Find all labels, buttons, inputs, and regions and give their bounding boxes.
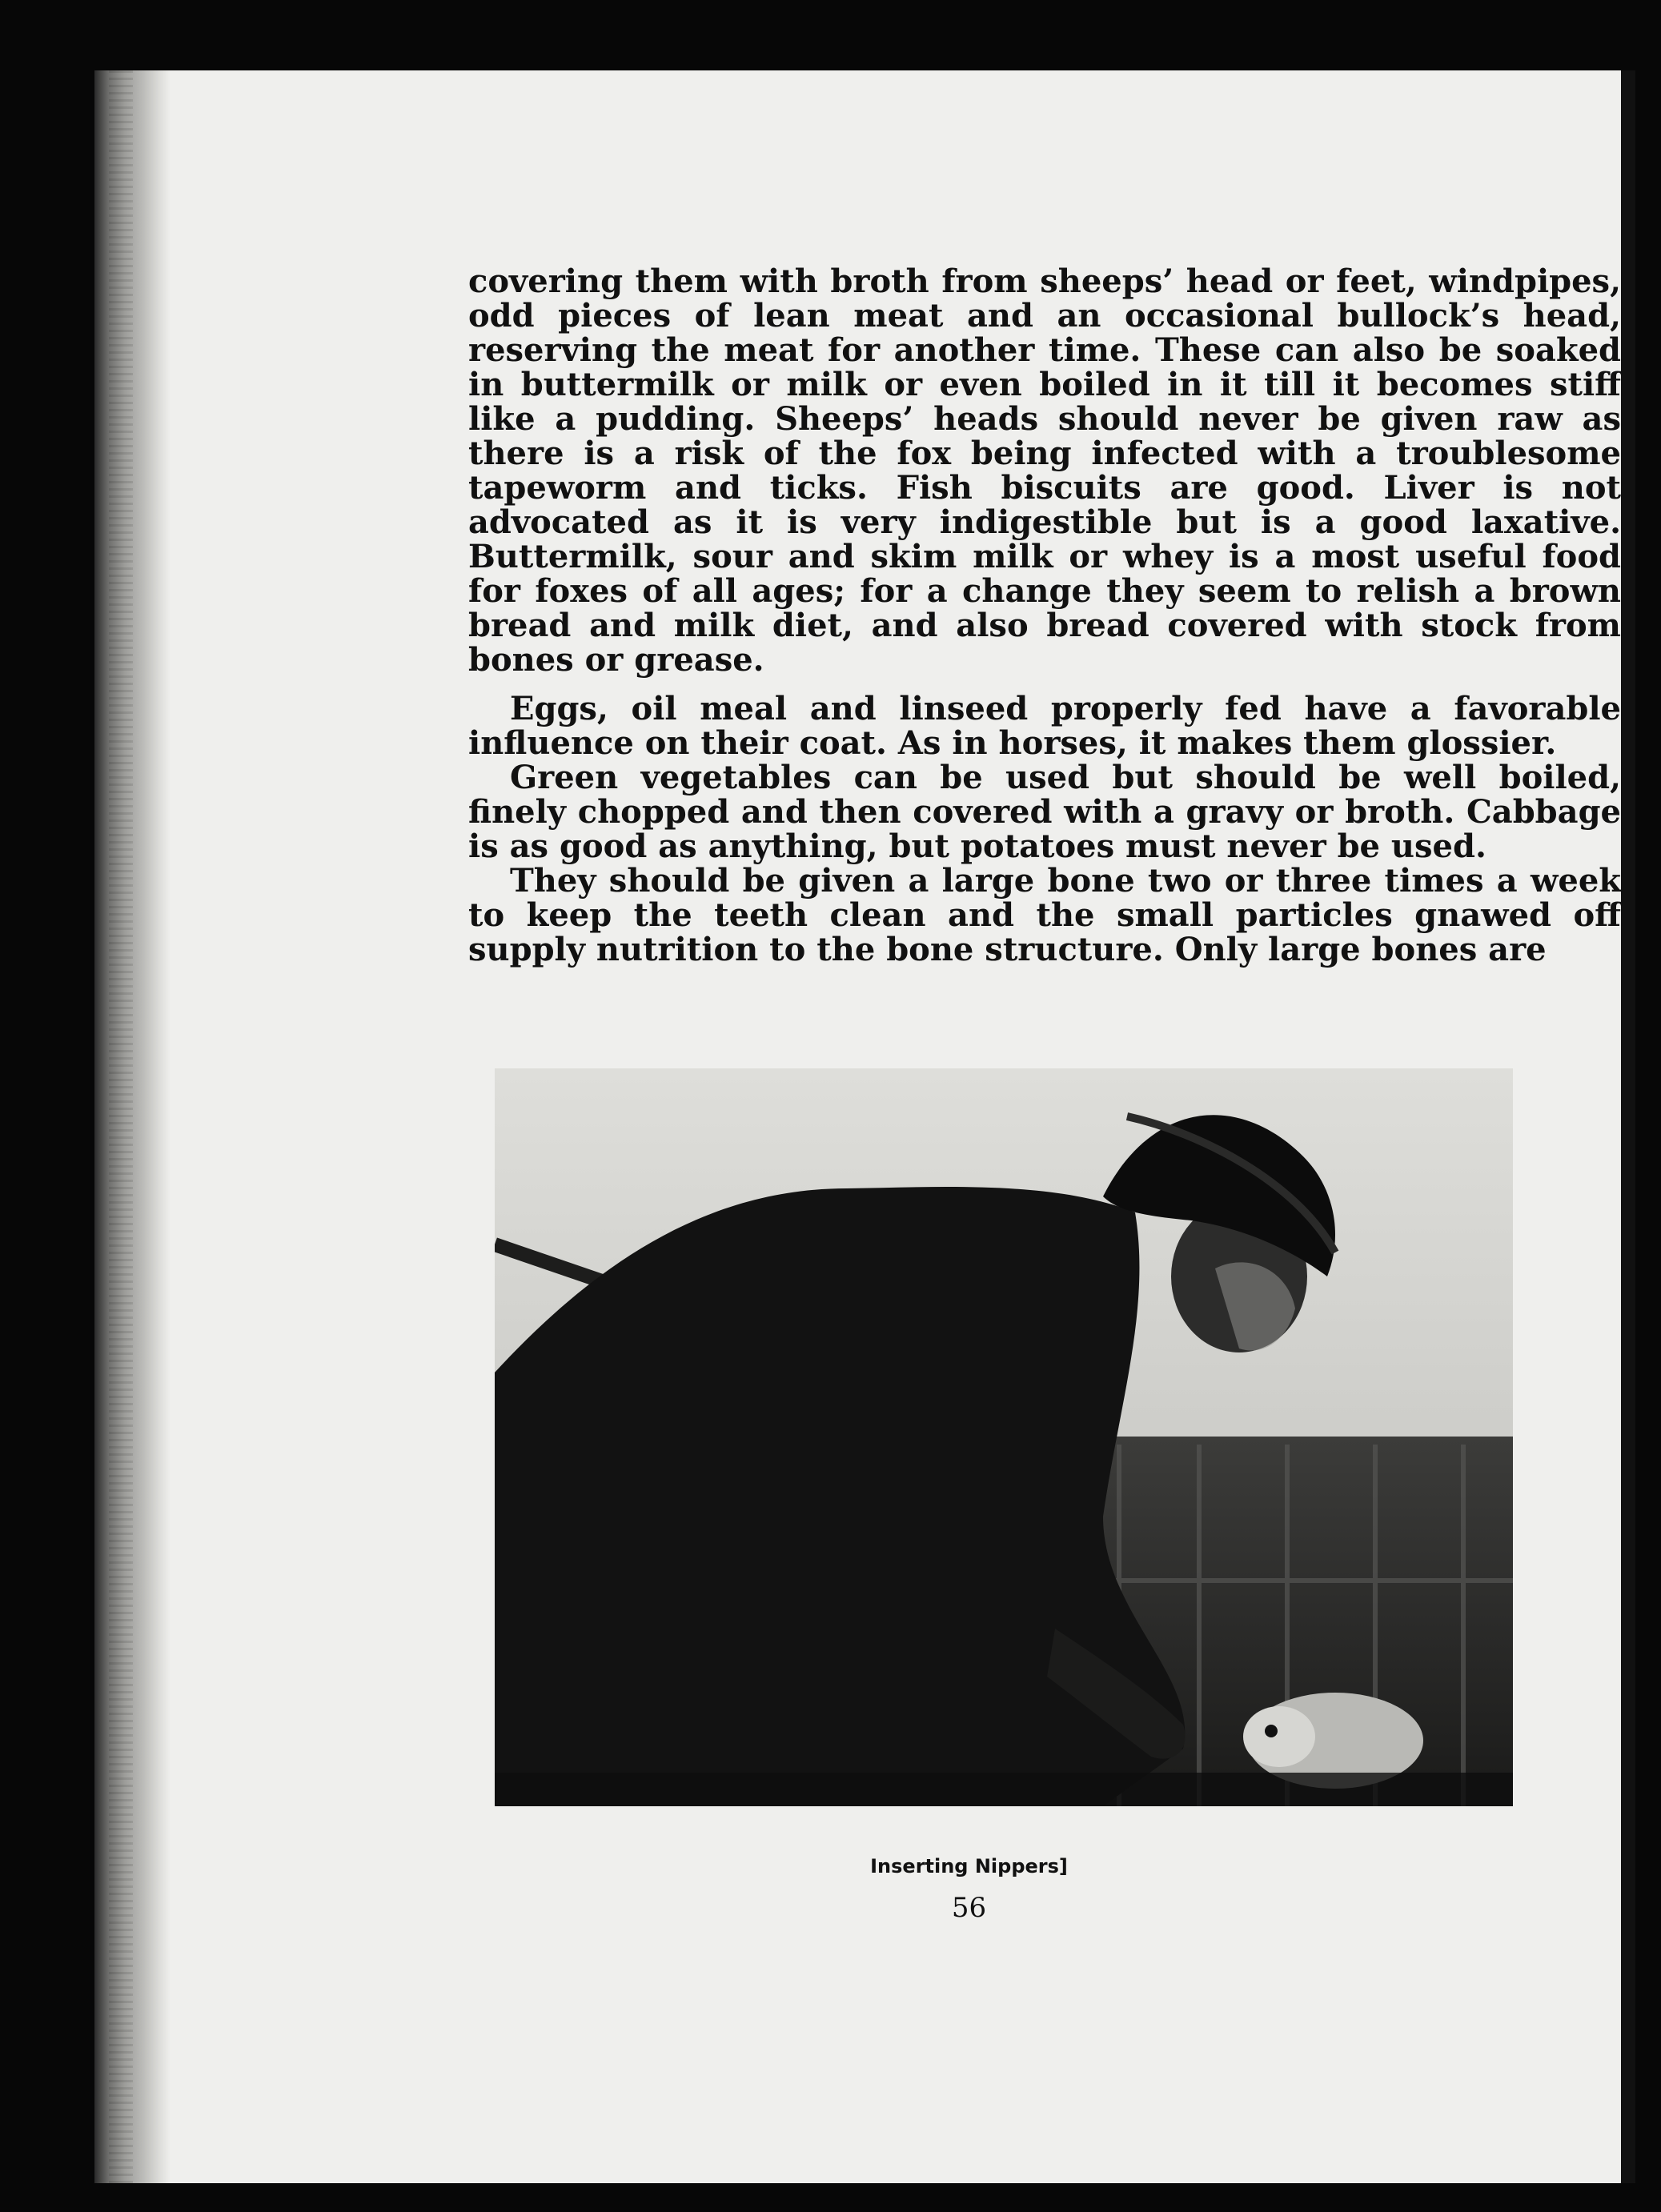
photo-fox-head	[1243, 1706, 1315, 1767]
figure-caption: Inserting Nippers]	[870, 1855, 1068, 1877]
photo-ground	[495, 1773, 1513, 1806]
paragraph: Eggs, oil meal and linseed properly fed have a favorable influence on their coat. As in horses, it makes them glossier.	[468, 690, 1621, 762]
photograph-illustration	[495, 1068, 1513, 1806]
photo-fox-eye	[1265, 1725, 1278, 1737]
photo-man-body	[495, 1187, 1185, 1806]
paragraph: They should be given a large bone two or three times a week to keep the teeth clean and the small particles gnawed off supply nutrition to the bone structure. Only large bones are	[468, 862, 1621, 968]
body-text	[468, 264, 1621, 967]
paragraph: Green vegetables can be used but should be well boiled, finely chopped and then covered with a gravy or broth. Cabbage is as good as anything, but potatoes must never be used.	[468, 759, 1621, 865]
book-page	[94, 70, 1635, 2183]
page-number: 56	[951, 1892, 987, 1924]
photograph-man-with-fox	[495, 1068, 1513, 1806]
paragraph: covering them with broth from sheeps’ head or feet, windpipes, odd pieces of lean meat and an occasional bullock’s head, reserving the meat for another time. These can also be soaked in buttermilk or milk or even boiled in it till it becomes stiff like a pudding. Sheeps’ heads should never be given raw as there is a risk of the fox being infected with a troublesome tapeworm and ticks. Fish biscuits are good. Liver is not advocated as it is very indigestible but is a good laxative. Buttermilk, sour and skim milk or whey is a most useful food for foxes of all ages; for a change they seem to relish a brown bread and milk diet, and also bread covered with stock from bones or grease.	[468, 262, 1621, 679]
